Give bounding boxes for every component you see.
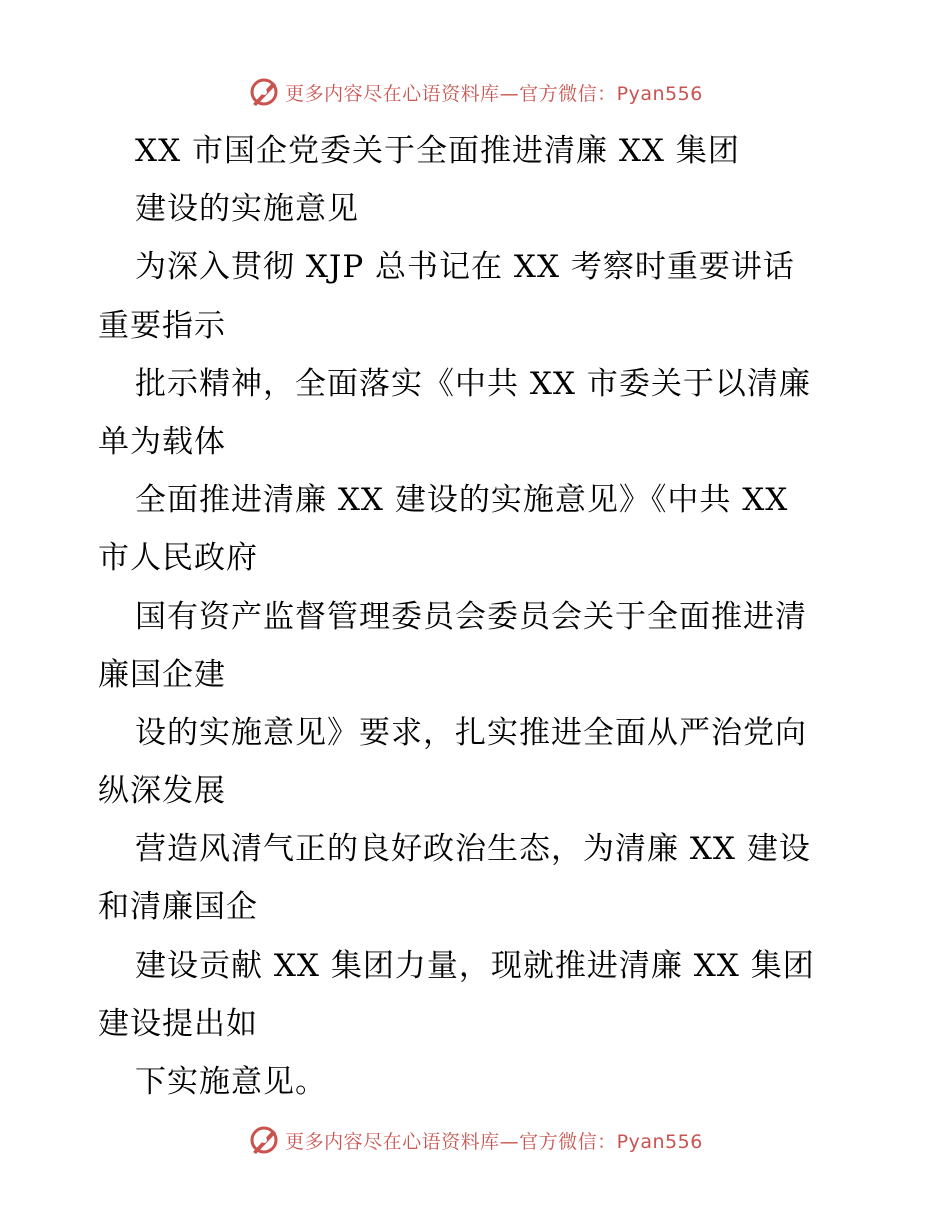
text-line: 重要指示 [98, 307, 226, 344]
watermark-footer [0, 1120, 950, 1160]
watermark-header [0, 72, 950, 112]
text-line: 廉国企建 [98, 656, 226, 693]
text-line: 建设的实施意见 [135, 191, 359, 228]
pen-logo-icon [247, 75, 281, 109]
pen-logo-icon [247, 1123, 281, 1157]
text-line: 单为载体 [98, 423, 226, 460]
text-line: 下实施意见。 [135, 1064, 327, 1100]
document-body [98, 122, 858, 1111]
text-line: 营造风清气正的良好政治生态，为清廉 XX 建设 [135, 831, 811, 868]
text-line: 全面推进清廉 XX 建设的实施意见》《中共 XX [135, 482, 789, 519]
text-line: XX 市国企党委关于全面推进清廉 XX 集团 [135, 133, 740, 169]
watermark-text: 更多内容尽在心语资料库—官方微信：Pyan556 [285, 1130, 703, 1153]
text-line: 和清廉国企 [98, 889, 258, 926]
text-line: 国有资产监督管理委员会委员会关于全面推进清 [135, 598, 807, 635]
text-line: 建设提出如 [98, 1005, 258, 1042]
watermark-text: 更多内容尽在心语资料库—官方微信：Pyan556 [285, 82, 703, 105]
text-line: 为深入贯彻 XJP 总书记在 XX 考察时重要讲话 [135, 249, 795, 286]
text-line: 设的实施意见》要求，扎实推进全面从严治党向 [135, 714, 807, 751]
text-line: 纵深发展 [98, 773, 226, 810]
text-line: 建设贡献 XX 集团力量，现就推进清廉 XX 集团 [135, 947, 815, 984]
text-line: 市人民政府 [98, 540, 258, 577]
text-line: 批示精神，全面落实《中共 XX 市委关于以清廉 [135, 365, 811, 402]
